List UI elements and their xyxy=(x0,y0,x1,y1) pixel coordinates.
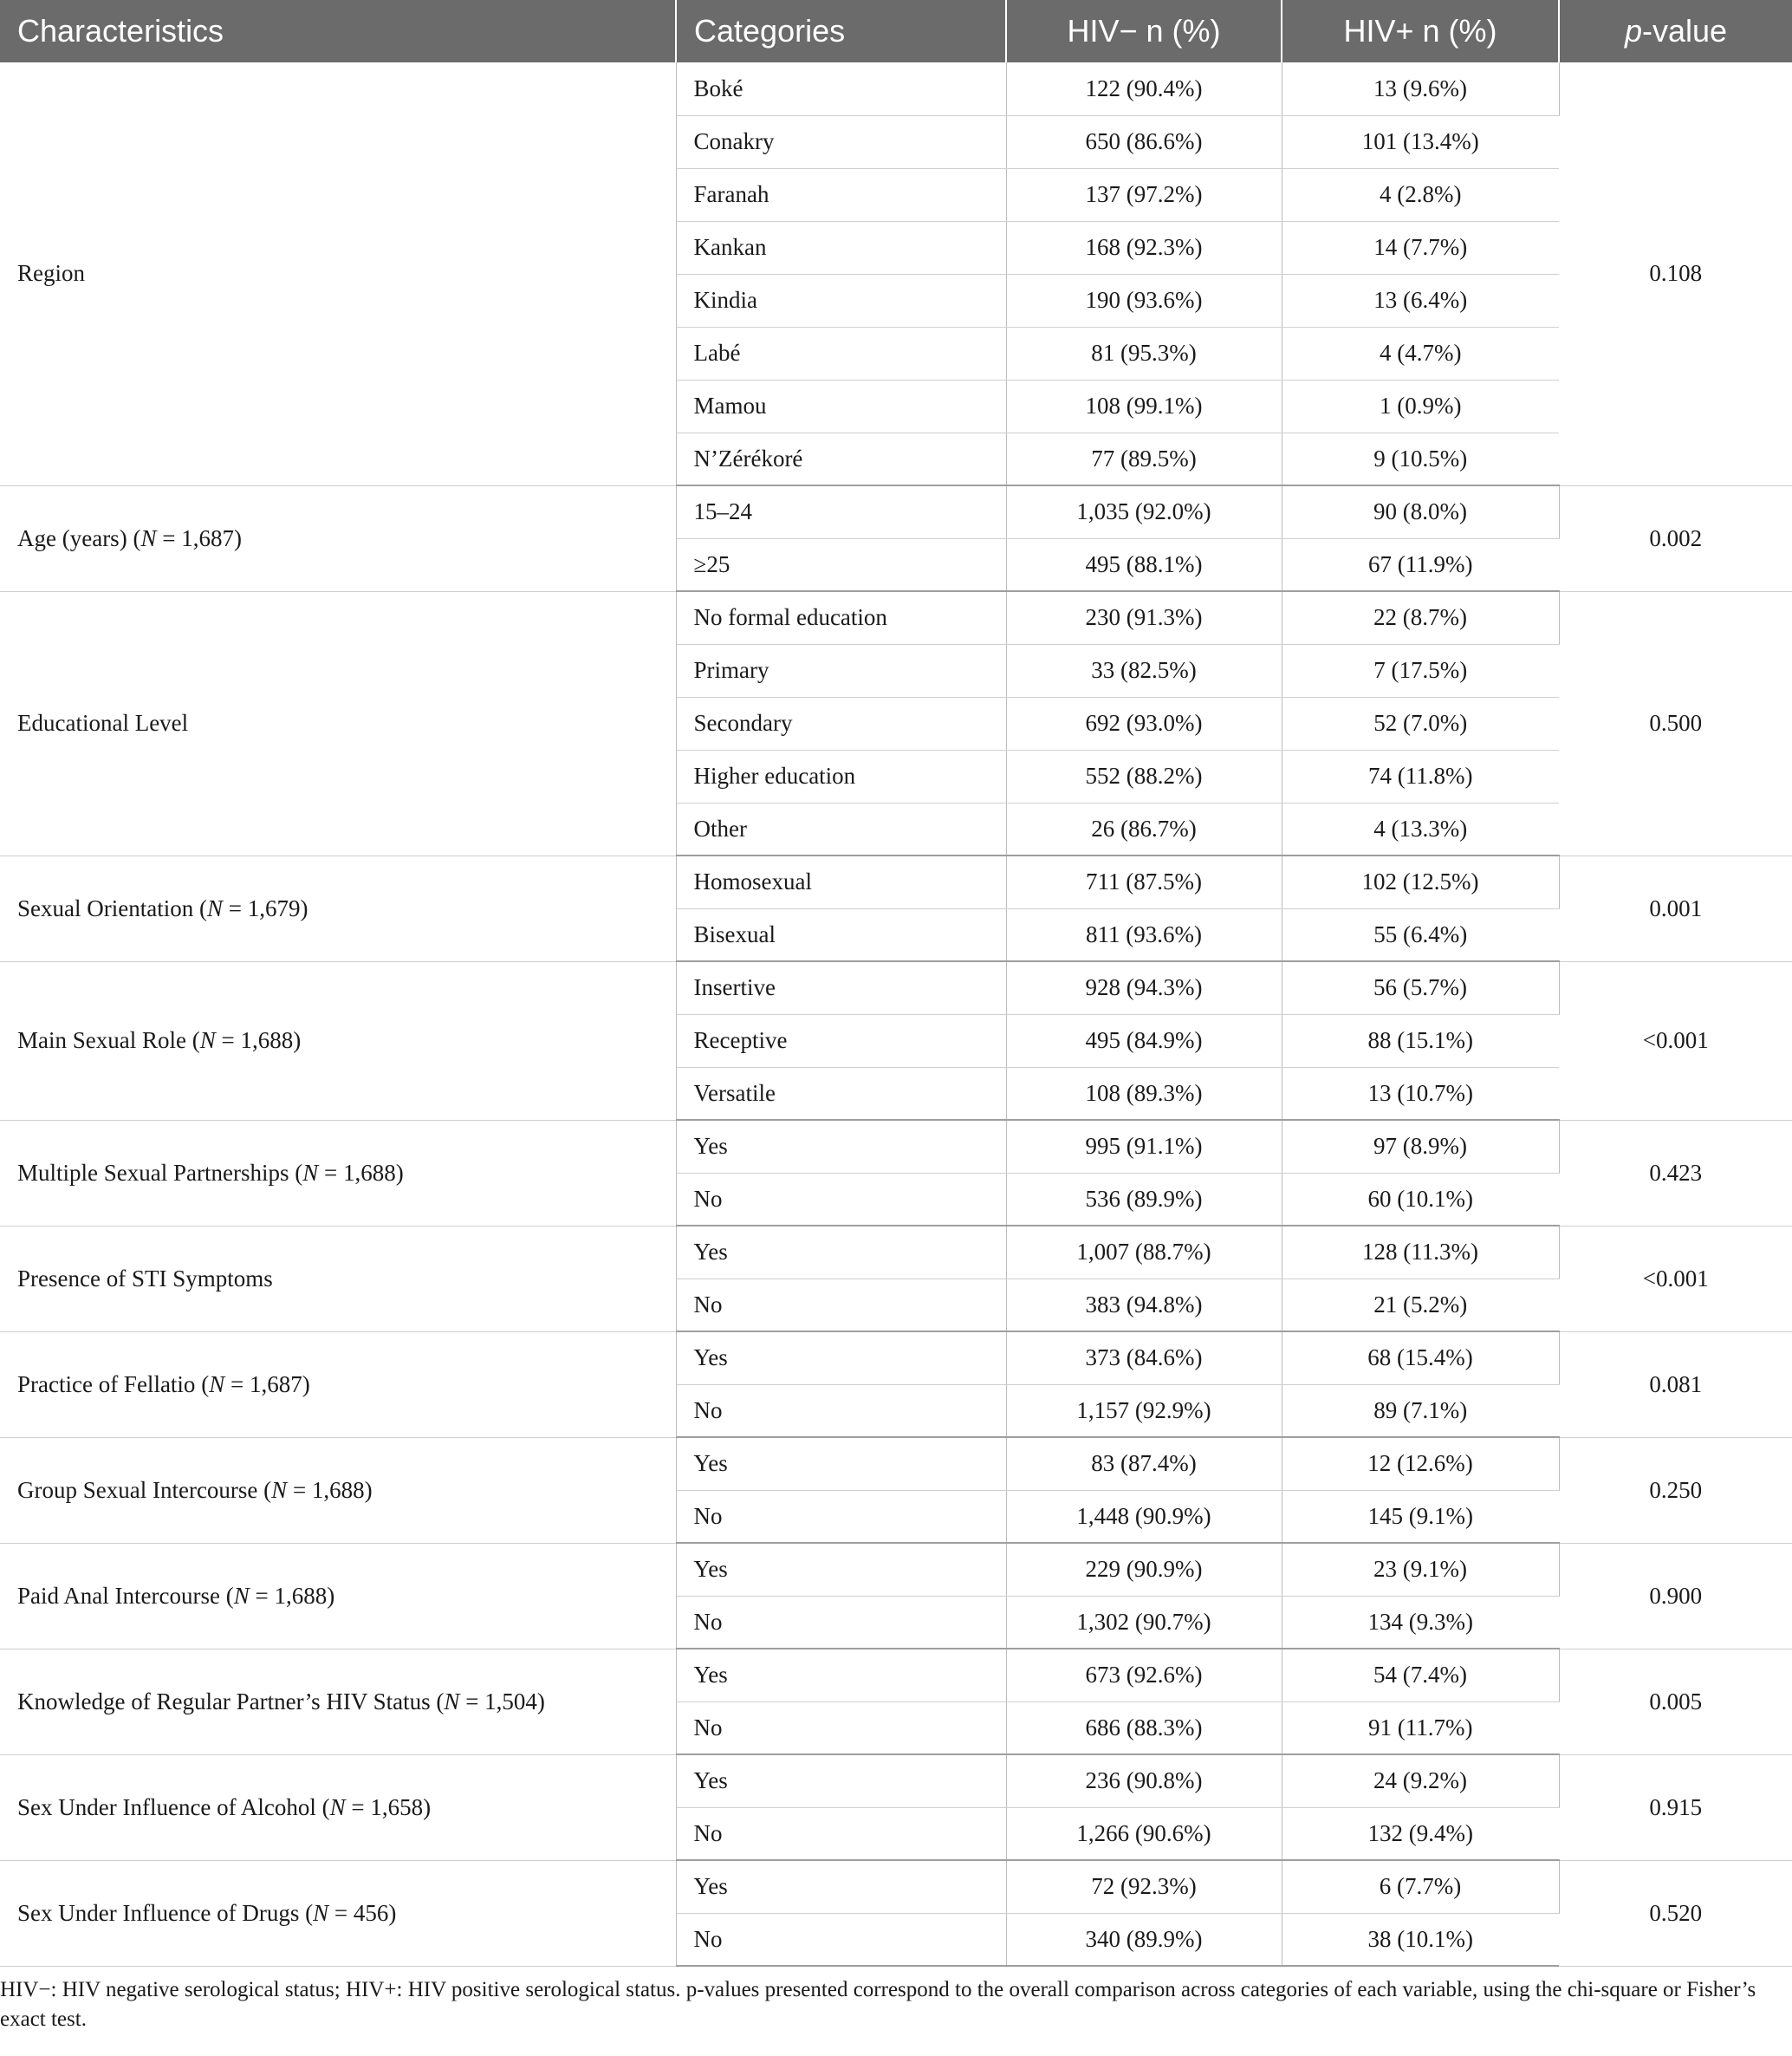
hiv-positive-cell: 52 (7.0%) xyxy=(1282,697,1559,750)
sample-size-value: 1,687 xyxy=(181,524,234,551)
characteristic-name: Sexual Orientation xyxy=(17,895,194,921)
table-row xyxy=(0,961,1792,1014)
p-value-cell: 0.900 xyxy=(1559,1543,1792,1649)
hiv-negative-cell: 711 (87.5%) xyxy=(1006,856,1282,908)
table-row xyxy=(0,1120,1792,1173)
characteristic-name: Group Sexual Intercourse xyxy=(17,1476,258,1503)
sample-size-value: 1,688 xyxy=(311,1476,365,1503)
characteristic-cell xyxy=(0,62,676,485)
sample-size: (N = 1,688) xyxy=(219,1582,335,1609)
hiv-positive-cell: 12 (12.6%) xyxy=(1282,1437,1559,1490)
category-cell: Conakry xyxy=(676,115,1006,168)
category-cell: Yes xyxy=(676,1543,1006,1596)
hiv-positive-cell: 21 (5.2%) xyxy=(1282,1278,1559,1331)
category-cell: Other xyxy=(676,803,1006,856)
characteristic-name: Educational Level xyxy=(17,710,189,736)
characteristic-cell xyxy=(0,856,676,961)
sample-size-n: N xyxy=(271,1476,288,1503)
p-value-cell: 0.002 xyxy=(1559,485,1792,591)
hiv-negative-cell: 1,007 (88.7%) xyxy=(1006,1226,1282,1278)
sample-size-value: 1,679 xyxy=(247,895,301,921)
hiv-positive-cell: 9 (10.5%) xyxy=(1282,433,1559,485)
characteristic-cell xyxy=(0,591,676,856)
sample-size: (N = 1,688) xyxy=(289,1159,404,1186)
sample-size-value: 1,688 xyxy=(240,1027,294,1053)
hiv-positive-cell: 38 (10.1%) xyxy=(1282,1913,1559,1966)
sample-size-equals: = xyxy=(459,1688,485,1714)
sample-size-n: N xyxy=(206,895,223,921)
category-cell: No xyxy=(676,1490,1006,1543)
header-hiv-negative: HIV− n (%) xyxy=(1006,0,1282,62)
hiv-negative-cell: 536 (89.9%) xyxy=(1006,1173,1282,1226)
category-cell: No xyxy=(676,1596,1006,1649)
sample-size-n: N xyxy=(329,1793,346,1820)
hiv-positive-cell: 102 (12.5%) xyxy=(1282,856,1559,908)
characteristic-cell xyxy=(0,961,676,1120)
sample-size: (N = 1,687) xyxy=(195,1370,310,1397)
hiv-negative-cell: 83 (87.4%) xyxy=(1006,1437,1282,1490)
p-value-cell: 0.005 xyxy=(1559,1649,1792,1754)
hiv-negative-cell: 686 (88.3%) xyxy=(1006,1701,1282,1754)
characteristic-name: Multiple Sexual Partnerships xyxy=(17,1159,289,1186)
sample-size: (N = 1,504) xyxy=(430,1688,545,1714)
category-cell: Yes xyxy=(676,1649,1006,1701)
category-cell: Yes xyxy=(676,1331,1006,1384)
hiv-positive-cell: 134 (9.3%) xyxy=(1282,1596,1559,1649)
hiv-positive-cell: 13 (10.7%) xyxy=(1282,1067,1559,1120)
sample-size: (N = 456) xyxy=(299,1899,397,1926)
sample-size-n: N xyxy=(302,1159,319,1186)
category-cell: Yes xyxy=(676,1437,1006,1490)
hiv-negative-cell: 1,302 (90.7%) xyxy=(1006,1596,1282,1649)
hiv-negative-cell: 108 (99.1%) xyxy=(1006,380,1282,433)
sample-size-value: 1,688 xyxy=(342,1159,396,1186)
table-header xyxy=(0,0,1792,62)
hiv-positive-cell: 55 (6.4%) xyxy=(1282,908,1559,961)
hiv-positive-cell: 14 (7.7%) xyxy=(1282,221,1559,274)
hiv-negative-cell: 168 (92.3%) xyxy=(1006,221,1282,274)
category-cell: Labé xyxy=(676,327,1006,380)
sample-size-equals: = xyxy=(156,524,182,551)
category-cell: Mamou xyxy=(676,380,1006,433)
hiv-positive-cell: 7 (17.5%) xyxy=(1282,644,1559,697)
category-cell: Kankan xyxy=(676,221,1006,274)
p-value-cell: 0.001 xyxy=(1559,856,1792,961)
hiv-positive-cell: 4 (13.3%) xyxy=(1282,803,1559,856)
hiv-positive-cell: 1 (0.9%) xyxy=(1282,380,1559,433)
hiv-positive-cell: 67 (11.9%) xyxy=(1282,538,1559,591)
category-cell: N’Zérékoré xyxy=(676,433,1006,485)
header-characteristics: Characteristics xyxy=(0,0,676,62)
sample-size-n: N xyxy=(209,1370,225,1397)
sample-size: (N = 1,688) xyxy=(185,1027,302,1053)
category-cell: Insertive xyxy=(676,961,1006,1014)
hiv-negative-cell: 190 (93.6%) xyxy=(1006,274,1282,327)
category-cell: No formal education xyxy=(676,591,1006,644)
table-row xyxy=(0,1860,1792,1913)
category-cell: No xyxy=(676,1278,1006,1331)
category-cell: Yes xyxy=(676,1754,1006,1807)
sample-size-equals: = xyxy=(222,895,248,921)
hiv-negative-cell: 72 (92.3%) xyxy=(1006,1860,1282,1913)
hiv-positive-cell: 97 (8.9%) xyxy=(1282,1120,1559,1173)
table-row xyxy=(0,1543,1792,1596)
category-cell: Versatile xyxy=(676,1067,1006,1120)
category-cell: Yes xyxy=(676,1226,1006,1278)
sample-size-equals: = xyxy=(249,1582,275,1609)
header-p-rest: -value xyxy=(1641,13,1728,49)
characteristic-cell xyxy=(0,485,676,591)
p-value-cell: 0.500 xyxy=(1559,591,1792,856)
characteristic-name: Sex Under Influence of Alcohol xyxy=(17,1793,316,1820)
p-value-cell: 0.423 xyxy=(1559,1120,1792,1226)
characteristic-name: Practice of Fellatio xyxy=(17,1370,196,1397)
category-cell: No xyxy=(676,1384,1006,1437)
header-hiv-positive: HIV+ n (%) xyxy=(1282,0,1559,62)
hiv-negative-cell: 495 (84.9%) xyxy=(1006,1014,1282,1067)
hiv-positive-cell: 60 (10.1%) xyxy=(1282,1173,1559,1226)
hiv-negative-cell: 122 (90.4%) xyxy=(1006,62,1282,115)
hiv-positive-cell: 23 (9.1%) xyxy=(1282,1543,1559,1596)
category-cell: Faranah xyxy=(676,168,1006,221)
characteristic-name: Region xyxy=(17,260,85,287)
hiv-negative-cell: 495 (88.1%) xyxy=(1006,538,1282,591)
hiv-negative-cell: 1,157 (92.9%) xyxy=(1006,1384,1282,1437)
category-cell: Secondary xyxy=(676,697,1006,750)
characteristic-name: Age (years) xyxy=(17,524,127,551)
characteristic-name: Presence of STI Symptoms xyxy=(17,1265,273,1292)
category-cell: No xyxy=(676,1807,1006,1860)
sample-size-n: N xyxy=(444,1688,460,1714)
hiv-positive-cell: 145 (9.1%) xyxy=(1282,1490,1559,1543)
sample-size-n: N xyxy=(233,1582,250,1609)
hiv-negative-cell: 81 (95.3%) xyxy=(1006,327,1282,380)
table-body xyxy=(0,62,1792,1966)
hiv-positive-cell: 128 (11.3%) xyxy=(1282,1226,1559,1278)
category-cell: No xyxy=(676,1173,1006,1226)
sample-size-value: 456 xyxy=(353,1899,389,1926)
category-cell: No xyxy=(676,1701,1006,1754)
hiv-negative-cell: 229 (90.9%) xyxy=(1006,1543,1282,1596)
hiv-positive-cell: 88 (15.1%) xyxy=(1282,1014,1559,1067)
hiv-negative-cell: 108 (89.3%) xyxy=(1006,1067,1282,1120)
hiv-positive-cell: 13 (6.4%) xyxy=(1282,274,1559,327)
characteristic-cell xyxy=(0,1860,676,1966)
characteristic-cell xyxy=(0,1226,676,1331)
table-row xyxy=(0,1437,1792,1490)
hiv-negative-cell: 673 (92.6%) xyxy=(1006,1649,1282,1701)
characteristic-cell xyxy=(0,1120,676,1226)
characteristic-name: Main Sexual Role xyxy=(17,1027,186,1053)
sample-size-value: 1,687 xyxy=(249,1370,302,1397)
category-cell: Primary xyxy=(676,644,1006,697)
hiv-positive-cell: 24 (9.2%) xyxy=(1282,1754,1559,1807)
sample-size-equals: = xyxy=(345,1793,371,1820)
hiv-negative-cell: 1,035 (92.0%) xyxy=(1006,485,1282,538)
table-row xyxy=(0,1331,1792,1384)
sample-size-n: N xyxy=(313,1899,329,1926)
p-value-cell: 0.915 xyxy=(1559,1754,1792,1860)
table-row xyxy=(0,1649,1792,1701)
header-p-value xyxy=(1559,0,1792,62)
hiv-positive-cell: 68 (15.4%) xyxy=(1282,1331,1559,1384)
category-cell: Yes xyxy=(676,1120,1006,1173)
hiv-positive-cell: 4 (2.8%) xyxy=(1282,168,1559,221)
hiv-negative-cell: 1,448 (90.9%) xyxy=(1006,1490,1282,1543)
sample-size-n: N xyxy=(140,524,157,551)
table-footnote: HIV−: HIV negative serological status; HIV+: HIV positive serological status. p-values presented correspond to the overall comparison across categories of each variable, using the chi-square or Fisher’s exact test. xyxy=(0,1978,1756,2031)
hiv-positive-cell: 91 (11.7%) xyxy=(1282,1701,1559,1754)
category-cell: Kindia xyxy=(676,274,1006,327)
category-cell: Yes xyxy=(676,1860,1006,1913)
p-value-cell: 0.081 xyxy=(1559,1331,1792,1437)
table-row xyxy=(0,1226,1792,1278)
characteristic-cell xyxy=(0,1437,676,1543)
category-cell: 15–24 xyxy=(676,485,1006,538)
hiv-negative-cell: 340 (89.9%) xyxy=(1006,1913,1282,1966)
hiv-negative-cell: 373 (84.6%) xyxy=(1006,1331,1282,1384)
sample-size-equals: = xyxy=(328,1899,354,1926)
hiv-positive-cell: 89 (7.1%) xyxy=(1282,1384,1559,1437)
sample-size-equals: = xyxy=(287,1476,312,1503)
p-value-cell: 0.108 xyxy=(1559,62,1792,485)
hiv-negative-cell: 236 (90.8%) xyxy=(1006,1754,1282,1807)
p-value-cell: 0.520 xyxy=(1559,1860,1792,1966)
hiv-negative-cell: 650 (86.6%) xyxy=(1006,115,1282,168)
hiv-negative-cell: 692 (93.0%) xyxy=(1006,697,1282,750)
hiv-negative-cell: 928 (94.3%) xyxy=(1006,961,1282,1014)
category-cell: ≥25 xyxy=(676,538,1006,591)
hiv-positive-cell: 6 (7.7%) xyxy=(1282,1860,1559,1913)
category-cell: Homosexual xyxy=(676,856,1006,908)
characteristic-cell xyxy=(0,1754,676,1860)
hiv-positive-cell: 22 (8.7%) xyxy=(1282,591,1559,644)
header-categories: Categories xyxy=(676,0,1006,62)
hiv-negative-cell: 552 (88.2%) xyxy=(1006,750,1282,803)
sample-size-value: 1,688 xyxy=(274,1582,328,1609)
characteristic-cell xyxy=(0,1649,676,1754)
table-row xyxy=(0,1754,1792,1807)
sample-size-equals: = xyxy=(224,1370,250,1397)
hiv-positive-cell: 132 (9.4%) xyxy=(1282,1807,1559,1860)
hiv-positive-cell: 4 (4.7%) xyxy=(1282,327,1559,380)
sample-size: (N = 1,658) xyxy=(315,1793,432,1820)
category-cell: Receptive xyxy=(676,1014,1006,1067)
hiv-negative-cell: 33 (82.5%) xyxy=(1006,644,1282,697)
sample-size-value: 1,658 xyxy=(370,1793,424,1820)
sample-size: (N = 1,687) xyxy=(127,524,242,551)
table-row xyxy=(0,591,1792,644)
hiv-negative-cell: 26 (86.7%) xyxy=(1006,803,1282,856)
hiv-negative-cell: 1,266 (90.6%) xyxy=(1006,1807,1282,1860)
sample-size: (N = 1,679) xyxy=(193,895,308,921)
hiv-negative-cell: 230 (91.3%) xyxy=(1006,591,1282,644)
sample-size-equals: = xyxy=(318,1159,343,1186)
table-row xyxy=(0,62,1792,115)
p-value-cell: 0.250 xyxy=(1559,1437,1792,1543)
characteristic-name: Paid Anal Intercourse xyxy=(17,1582,220,1609)
header-p-italic: p xyxy=(1624,13,1642,49)
sample-size-equals: = xyxy=(215,1027,241,1053)
characteristic-cell xyxy=(0,1331,676,1437)
category-cell: Higher education xyxy=(676,750,1006,803)
sample-size-n: N xyxy=(199,1027,216,1053)
table-row xyxy=(0,856,1792,908)
sample-size-value: 1,504 xyxy=(484,1688,537,1714)
hiv-negative-cell: 137 (97.2%) xyxy=(1006,168,1282,221)
p-value-cell: <0.001 xyxy=(1559,1226,1792,1331)
hiv-positive-cell: 101 (13.4%) xyxy=(1282,115,1559,168)
hiv-positive-cell: 54 (7.4%) xyxy=(1282,1649,1559,1701)
hiv-positive-cell: 13 (9.6%) xyxy=(1282,62,1559,115)
hiv-positive-cell: 74 (11.8%) xyxy=(1282,750,1559,803)
table-row xyxy=(0,485,1792,538)
header-row xyxy=(0,0,1792,62)
category-cell: No xyxy=(676,1913,1006,1966)
hiv-negative-cell: 77 (89.5%) xyxy=(1006,433,1282,485)
hiv-negative-cell: 995 (91.1%) xyxy=(1006,1120,1282,1173)
characteristic-name: Sex Under Influence of Drugs xyxy=(17,1899,300,1926)
sample-size: (N = 1,688) xyxy=(257,1476,373,1503)
hiv-negative-cell: 383 (94.8%) xyxy=(1006,1278,1282,1331)
p-value-cell: <0.001 xyxy=(1559,961,1792,1120)
characteristic-name: Knowledge of Regular Partner’s HIV Status xyxy=(17,1688,431,1714)
hiv-positive-cell: 90 (8.0%) xyxy=(1282,485,1559,538)
category-cell: Boké xyxy=(676,62,1006,115)
hiv-positive-cell: 56 (5.7%) xyxy=(1282,961,1559,1014)
characteristic-cell xyxy=(0,1543,676,1649)
hiv-negative-cell: 811 (93.6%) xyxy=(1006,908,1282,961)
category-cell: Bisexual xyxy=(676,908,1006,961)
